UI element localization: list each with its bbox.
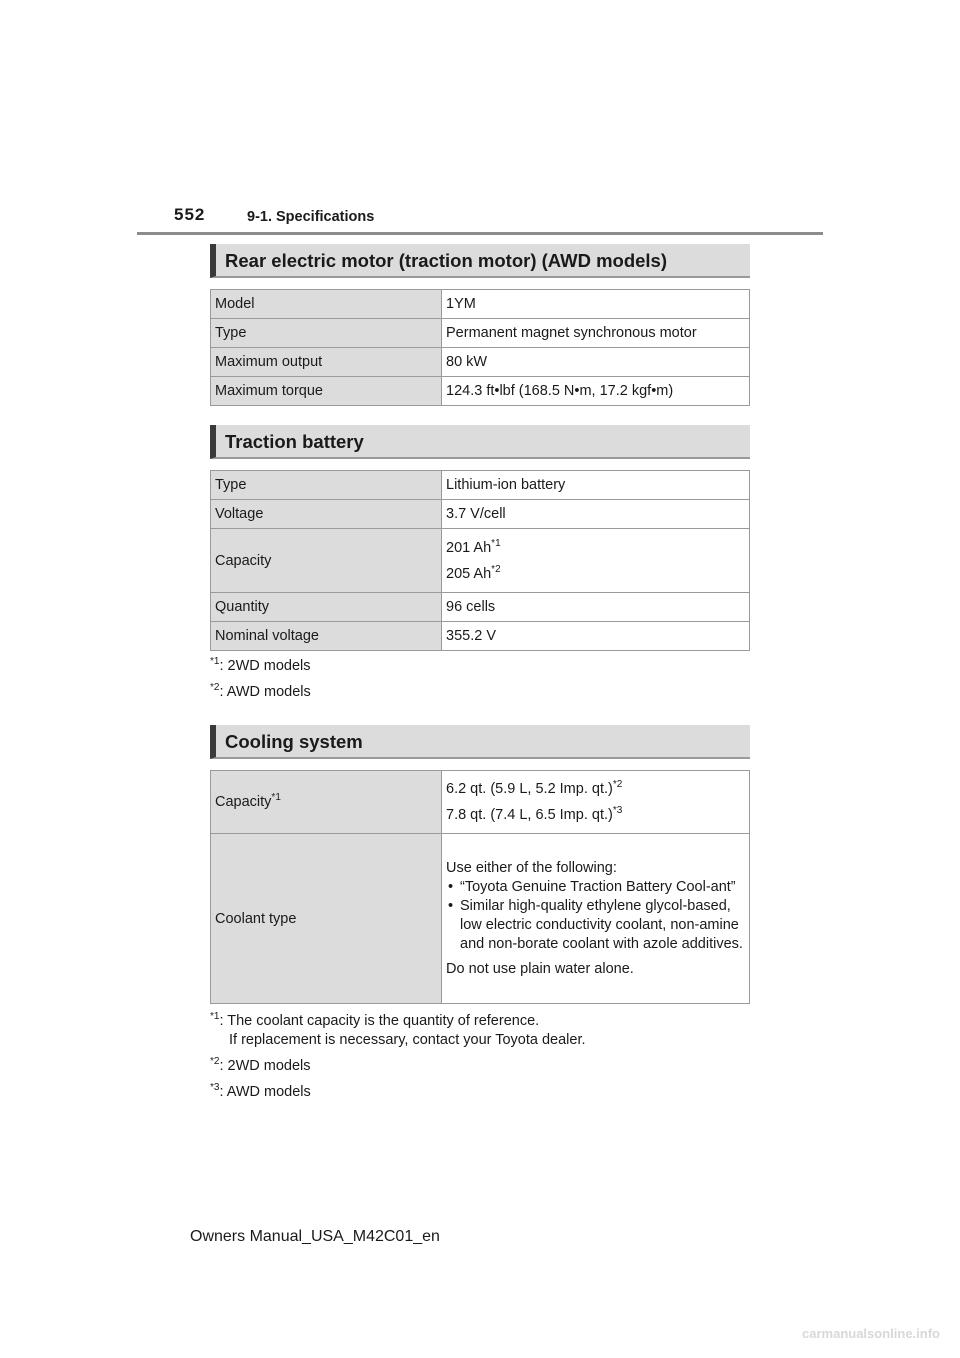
section-title: 9-1. Specifications xyxy=(247,209,375,225)
footnote-ref: *3 xyxy=(612,805,623,817)
table-row xyxy=(211,622,750,651)
row-label: Type xyxy=(211,319,442,348)
rear-motor-heading: Rear electric motor (traction motor) (AWD models) xyxy=(210,244,750,278)
table-row xyxy=(211,500,750,529)
row-label: Model xyxy=(211,290,442,319)
footnote xyxy=(210,1057,311,1076)
capacity-label: Capacity xyxy=(215,794,272,810)
row-value xyxy=(442,771,750,834)
table-row xyxy=(211,471,750,500)
footnote-ref: *2 xyxy=(491,563,501,575)
footnote xyxy=(210,683,311,702)
list-item: • “Toyota Genuine Traction Battery Cool-ant” xyxy=(446,878,745,897)
page-number: 552 xyxy=(174,205,206,224)
row-value: Permanent magnet synchronous motor xyxy=(442,319,750,348)
table-row xyxy=(211,348,750,377)
footnote-marker: *2 xyxy=(210,682,220,694)
table-row xyxy=(211,319,750,348)
table-row xyxy=(211,529,750,593)
row-label: Type xyxy=(211,471,442,500)
footnote xyxy=(210,1012,586,1050)
coolant-capacity-awd: 7.8 qt. (7.4 L, 6.5 Imp. qt.) xyxy=(446,807,613,823)
row-label xyxy=(211,771,442,834)
footnote-text: : AWD models xyxy=(219,684,311,700)
footnote xyxy=(210,657,311,676)
table-row xyxy=(211,593,750,622)
table-row xyxy=(211,771,750,834)
row-value: 1YM xyxy=(442,290,750,319)
row-label: Maximum output xyxy=(211,348,442,377)
capacity-2wd: 201 Ah xyxy=(446,539,492,556)
footer-text: Owners Manual_USA_M42C01_en xyxy=(190,1228,440,1245)
footnote-marker: *1 xyxy=(210,656,220,668)
row-label: Voltage xyxy=(211,500,442,529)
table-row xyxy=(211,834,750,1004)
table-row xyxy=(211,290,750,319)
capacity-awd: 205 Ah xyxy=(446,565,492,582)
row-value: Lithium-ion battery xyxy=(442,471,750,500)
footnote-text: : AWD models xyxy=(219,1084,311,1100)
battery-table xyxy=(210,470,750,651)
footnote-ref: *1 xyxy=(271,792,281,804)
cooling-table xyxy=(210,770,750,1004)
coolant-capacity-2wd: 6.2 qt. (5.9 L, 5.2 Imp. qt.) xyxy=(446,781,613,797)
footnote-ref: *2 xyxy=(612,779,623,791)
footnote xyxy=(210,1083,311,1102)
footnote-text: : 2WD models xyxy=(219,658,311,674)
cooling-heading: Cooling system xyxy=(210,725,750,759)
footnote-text: : The coolant capacity is the quantity of reference. xyxy=(219,1013,540,1029)
footnote-text: If replacement is necessary, contact your Toyota dealer. xyxy=(229,1032,586,1048)
row-value: 3.7 V/cell xyxy=(442,500,750,529)
coolant-intro: Use either of the following: xyxy=(446,859,617,876)
footnote-marker: *2 xyxy=(210,1056,220,1068)
row-value: 80 kW xyxy=(442,348,750,377)
battery-heading: Traction battery xyxy=(210,425,750,459)
header-divider xyxy=(137,232,823,235)
row-label: Nominal voltage xyxy=(211,622,442,651)
row-value: 124.3 ft•lbf (168.5 N•m, 17.2 kgf•m) xyxy=(442,377,750,406)
row-label: Capacity xyxy=(211,529,442,593)
rear-motor-table xyxy=(210,289,750,406)
row-label: Quantity xyxy=(211,593,442,622)
footnote-marker: *3 xyxy=(210,1082,220,1094)
watermark: carmanualsonline.info xyxy=(802,1326,940,1341)
coolant-warning: Do not use plain water alone. xyxy=(446,960,634,977)
footnote-ref: *1 xyxy=(491,537,501,549)
row-value xyxy=(442,834,750,1004)
list-item: • Similar high-quality ethylene glycol-based, low electric conductivity coolant, non-amine and non-borate coolant with azole additives. xyxy=(446,897,745,954)
row-value: 355.2 V xyxy=(442,622,750,651)
footnote-marker: *1 xyxy=(210,1011,220,1023)
row-value xyxy=(442,529,750,593)
footnote-text: : 2WD models xyxy=(219,1058,311,1074)
table-row xyxy=(211,377,750,406)
row-label: Coolant type xyxy=(211,834,442,1004)
row-label: Maximum torque xyxy=(211,377,442,406)
row-value: 96 cells xyxy=(442,593,750,622)
